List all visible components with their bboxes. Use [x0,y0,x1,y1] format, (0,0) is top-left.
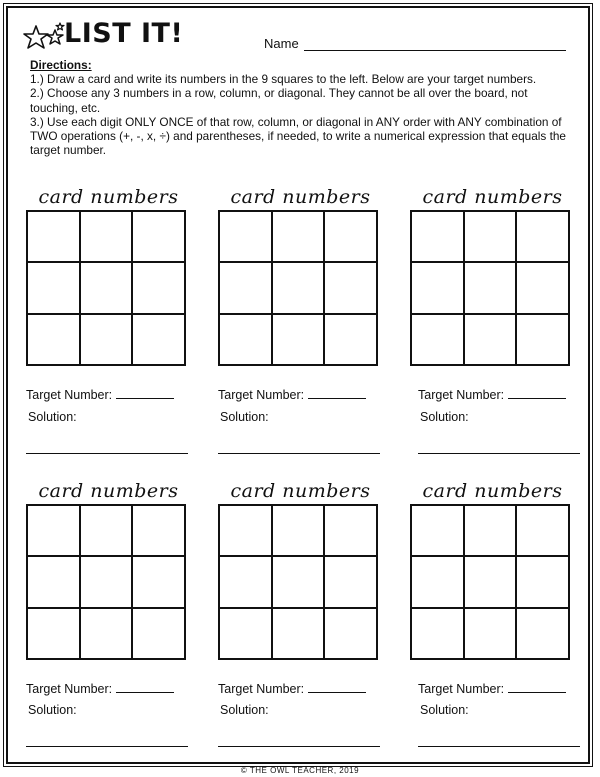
name-label: Name [264,36,299,51]
card-grid [410,504,570,660]
grid-cell[interactable] [219,505,272,556]
card-title: card numbers [422,480,563,502]
grid-cell[interactable] [411,608,464,659]
grid-cell[interactable] [27,211,80,262]
grid-cell[interactable] [27,556,80,607]
card-block [26,186,191,366]
stars-icon [22,22,68,52]
target-label: Target Number: [26,388,113,402]
grid-cell[interactable] [411,262,464,313]
grid-cell[interactable] [132,211,185,262]
target-label: Target Number: [418,682,505,696]
page-title: LIST IT! [64,18,184,49]
card-grid [218,504,378,660]
grid-cell[interactable] [516,211,569,262]
grid-cell[interactable] [132,505,185,556]
target-blank[interactable] [308,692,366,693]
directions [30,58,575,157]
target-number[interactable] [418,388,566,402]
name-line[interactable] [304,50,566,51]
target-blank[interactable] [508,398,566,399]
grid-cell[interactable] [411,314,464,365]
grid-cell[interactable] [464,608,517,659]
grid-cell[interactable] [324,262,377,313]
card-title: card numbers [38,186,179,208]
grid-cell[interactable] [132,556,185,607]
direction-1: 1.) Draw a card and write its numbers in the 9 squares to the left. Below are your target numbers. [30,72,537,87]
card-grid [26,210,186,366]
grid-cell[interactable] [272,556,325,607]
grid-cell[interactable] [272,262,325,313]
grid-cell[interactable] [324,211,377,262]
grid-cell[interactable] [132,262,185,313]
solution-label: Solution: [420,410,469,424]
card-title: card numbers [38,480,179,502]
target-label: Target Number: [218,388,305,402]
target-blank[interactable] [508,692,566,693]
card-block [218,186,383,366]
card-block [410,186,575,366]
target-number[interactable] [418,682,566,696]
grid-cell[interactable] [219,556,272,607]
card-title: card numbers [230,186,371,208]
target-label: Target Number: [26,682,113,696]
grid-cell[interactable] [516,556,569,607]
grid-cell[interactable] [516,262,569,313]
target-blank[interactable] [308,398,366,399]
grid-cell[interactable] [219,262,272,313]
solution-label: Solution: [420,703,469,717]
target-label: Target Number: [218,682,305,696]
grid-cell[interactable] [324,505,377,556]
solution-label: Solution: [28,703,77,717]
solution-line[interactable] [218,746,380,747]
directions-heading: Directions: [30,58,92,72]
grid-cell[interactable] [219,211,272,262]
solution-label: Solution: [220,703,269,717]
grid-cell[interactable] [516,608,569,659]
target-number[interactable] [26,682,174,696]
card-title: card numbers [230,480,371,502]
grid-cell[interactable] [219,314,272,365]
solution-line[interactable] [418,453,580,454]
card-grid [410,210,570,366]
grid-cell[interactable] [27,262,80,313]
grid-cell[interactable] [324,556,377,607]
grid-cell[interactable] [80,262,133,313]
target-label: Target Number: [418,388,505,402]
target-number[interactable] [26,388,174,402]
grid-cell[interactable] [516,314,569,365]
card-grid [26,504,186,660]
copyright-footer: © THE OWL TEACHER, 2019 [240,766,360,775]
grid-cell[interactable] [80,314,133,365]
card-block [218,480,383,660]
grid-cell[interactable] [411,556,464,607]
grid-cell[interactable] [132,608,185,659]
grid-cell[interactable] [27,505,80,556]
grid-cell[interactable] [27,608,80,659]
direction-3: 3.) Use each digit ONLY ONCE of that row, column, or diagonal in ANY order with ANY combination of TWO operations (+, -, x, ÷) and parentheses, if needed, to write a numerical expression that equals the target number. [30,114,566,158]
solution-line[interactable] [26,746,188,747]
grid-cell[interactable] [27,314,80,365]
card-block [26,480,191,660]
target-number[interactable] [218,388,366,402]
grid-cell[interactable] [411,505,464,556]
card-title: card numbers [422,186,563,208]
grid-cell[interactable] [272,211,325,262]
grid-cell[interactable] [464,556,517,607]
direction-2: 2.) Choose any 3 numbers in a row, column, or diagonal. They cannot be all over the board, not touching, etc. [30,86,528,115]
solution-line[interactable] [26,453,188,454]
grid-cell[interactable] [516,505,569,556]
solution-label: Solution: [220,410,269,424]
grid-cell[interactable] [324,314,377,365]
grid-cell[interactable] [464,505,517,556]
grid-cell[interactable] [80,608,133,659]
solution-line[interactable] [218,453,380,454]
grid-cell[interactable] [80,211,133,262]
target-number[interactable] [218,682,366,696]
grid-cell[interactable] [80,505,133,556]
grid-cell[interactable] [219,608,272,659]
name-field[interactable] [264,36,568,51]
grid-cell[interactable] [272,505,325,556]
grid-cell[interactable] [464,314,517,365]
grid-cell[interactable] [80,556,133,607]
solution-label: Solution: [28,410,77,424]
grid-cell[interactable] [464,211,517,262]
grid-cell[interactable] [272,314,325,365]
solution-line[interactable] [418,746,580,747]
grid-cell[interactable] [464,262,517,313]
grid-cell[interactable] [324,608,377,659]
grid-cell[interactable] [132,314,185,365]
grid-cell[interactable] [272,608,325,659]
target-blank[interactable] [116,398,174,399]
card-block [410,480,575,660]
target-blank[interactable] [116,692,174,693]
grid-cell[interactable] [411,211,464,262]
card-grid [218,210,378,366]
